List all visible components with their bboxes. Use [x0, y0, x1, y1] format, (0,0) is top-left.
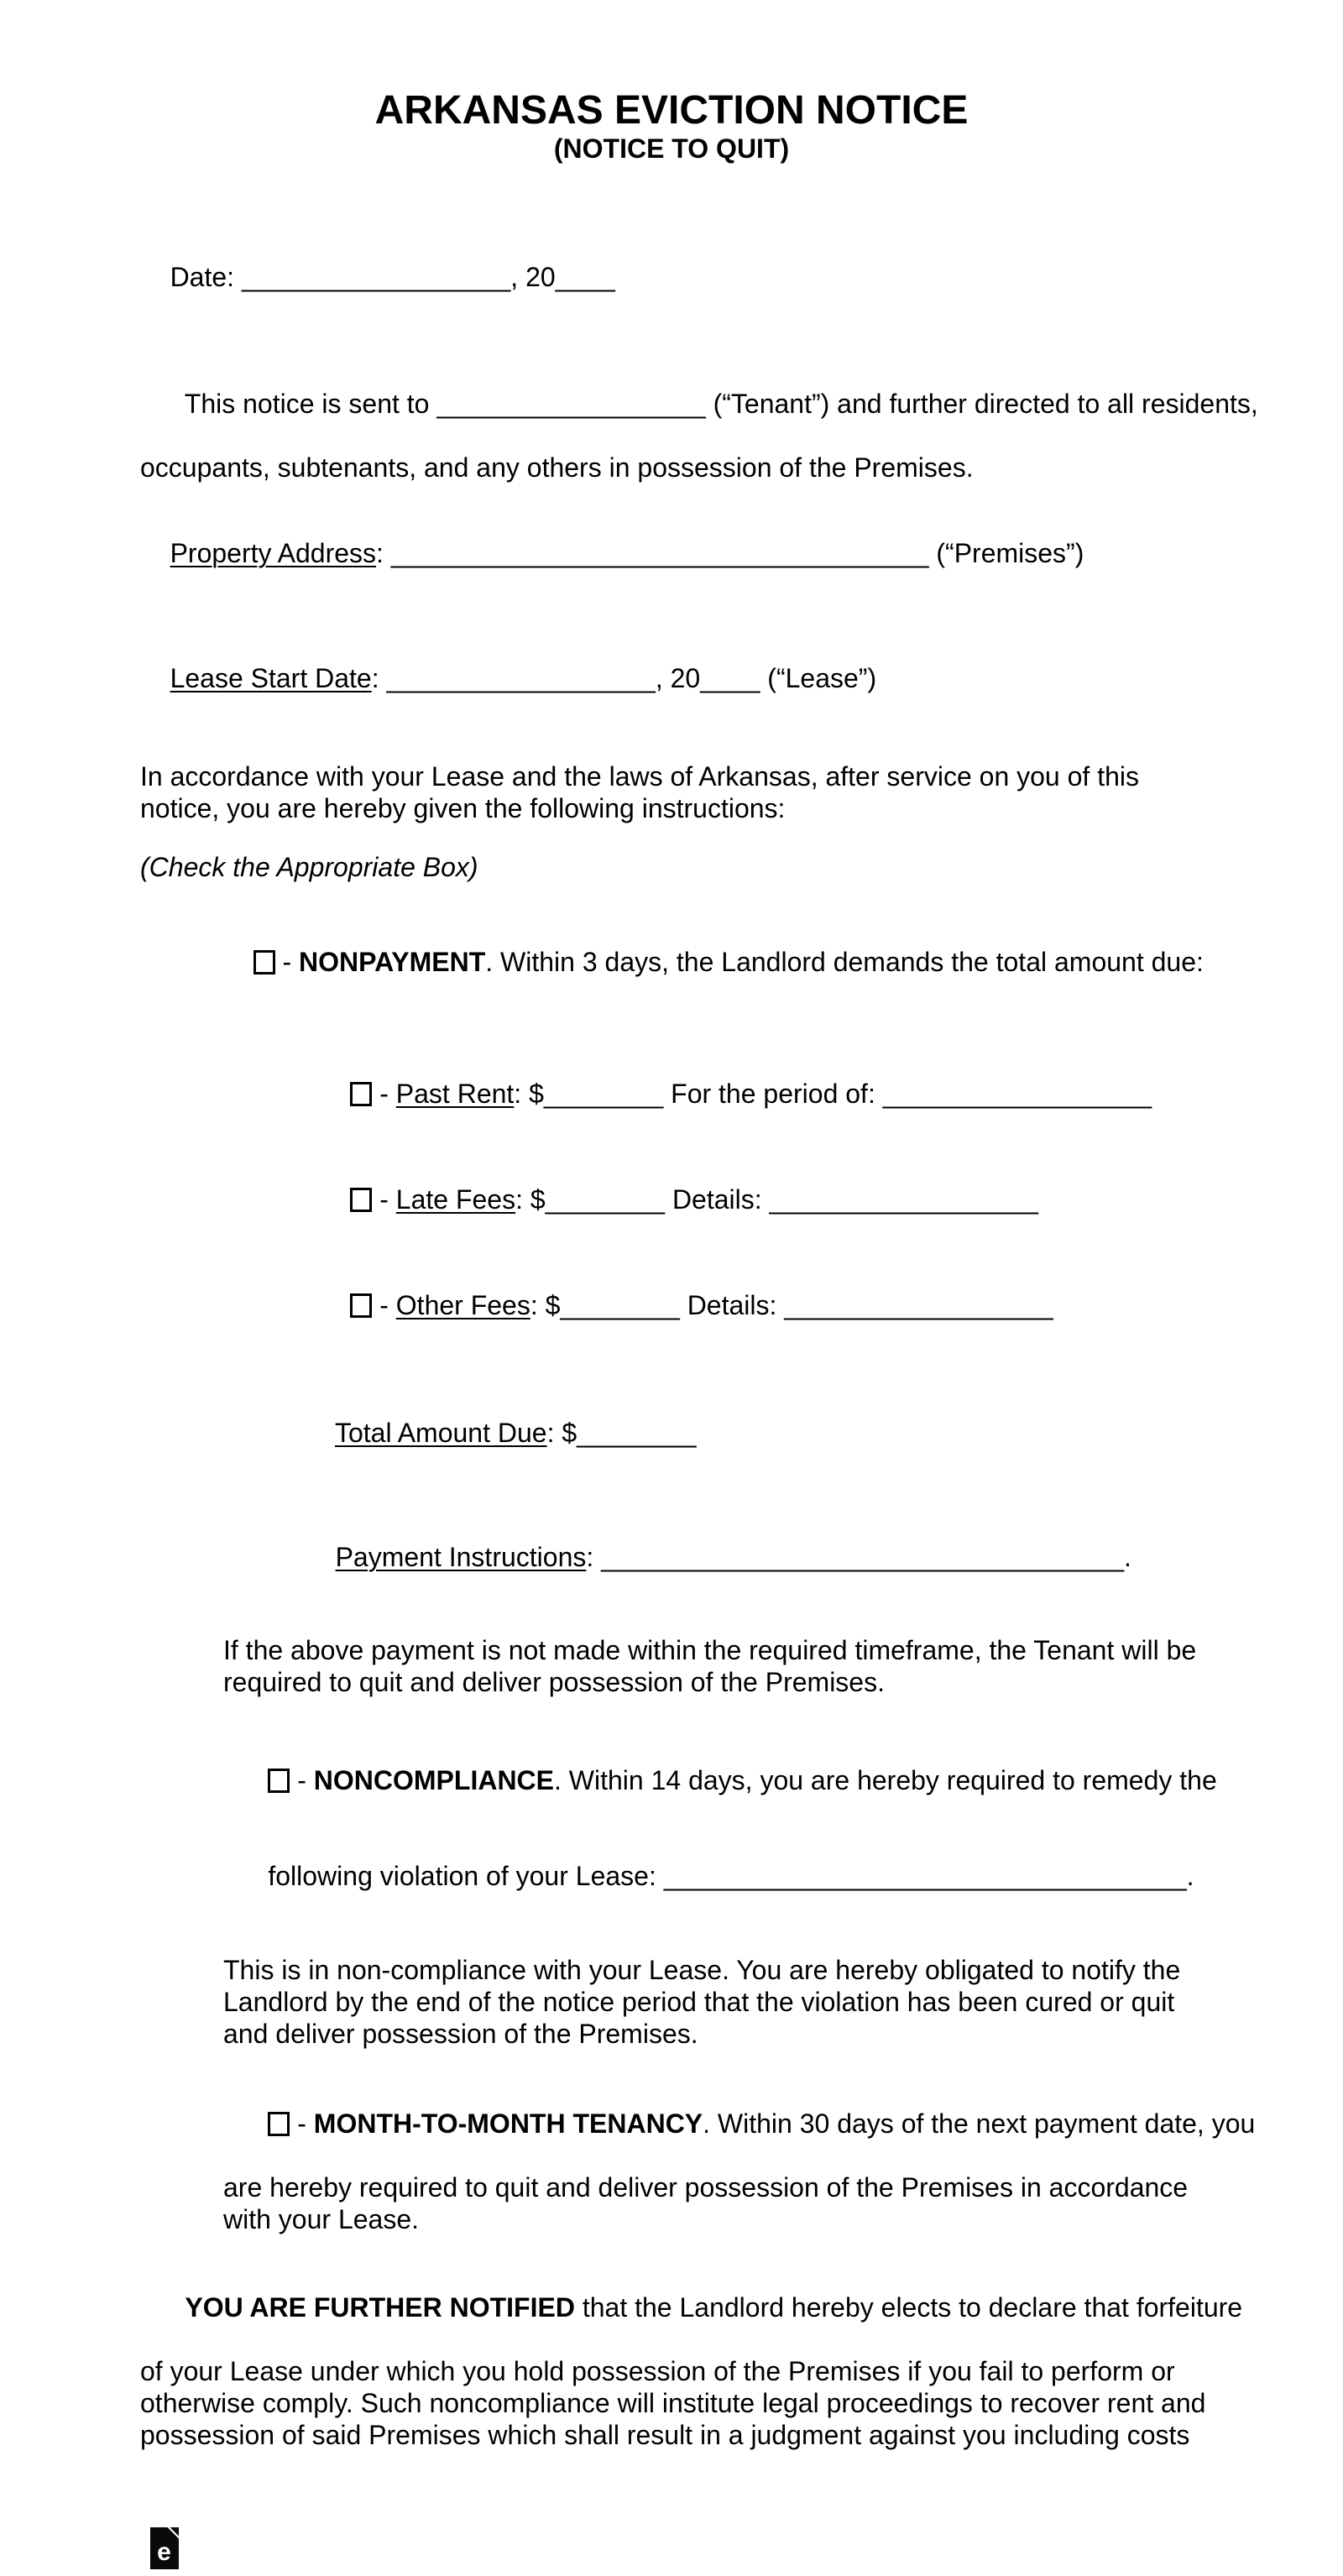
- other-fees-dash: -: [372, 1290, 396, 1320]
- property-address-blank[interactable]: ____________________________________: [390, 538, 929, 568]
- payment-instructions-period: .: [1124, 1542, 1131, 1572]
- month-to-month-line-2: are hereby required to quit and deliver possession of the Premises in accordance: [223, 2172, 1189, 2202]
- total-due-sep: : $: [546, 1418, 577, 1448]
- late-fees-line: [306, 1147, 1343, 1252]
- total-due-line: [306, 1385, 1343, 1481]
- month-to-month-dash: -: [290, 2108, 314, 2139]
- property-address-label: Property Address: [170, 538, 377, 568]
- past-rent-line: [306, 1041, 1343, 1147]
- other-fees-line: [306, 1252, 1343, 1358]
- payment-instructions-label: Payment Instructions: [335, 1542, 587, 1572]
- fee-items-group: [0, 1041, 1343, 1358]
- date-line: [140, 229, 1343, 325]
- month-to-month-checkbox[interactable]: [268, 2112, 290, 2136]
- payment-instructions-sep: :: [586, 1542, 602, 1572]
- date-field-blank[interactable]: __________________: [241, 262, 511, 292]
- past-rent-dash: -: [372, 1079, 396, 1109]
- month-to-month-title: MONTH-TO-MONTH TENANCY: [313, 2108, 703, 2139]
- noncompliance-text: . Within 14 days, you are hereby required to remedy the: [554, 1765, 1217, 1795]
- noncompliance-line-1: [223, 1732, 1343, 1828]
- other-fees-amount-blank[interactable]: ________: [560, 1290, 680, 1320]
- nonpayment-option: [223, 914, 1343, 1010]
- further-notified-line-3: otherwise comply. Such noncompliance will institute legal proceedings to recover rent and: [140, 2388, 1206, 2418]
- noncompliance-para-line-1: This is in non-compliance with your Lease. You are hereby obligated to notify the: [223, 1955, 1181, 1985]
- property-address-line: [140, 505, 1343, 601]
- other-fees-checkbox[interactable]: [350, 1293, 372, 1318]
- intro-post-text: (“Tenant”) and further directed to all residents,: [705, 389, 1258, 419]
- logo-letter: e: [157, 2538, 171, 2566]
- page-fold-icon: [150, 2527, 179, 2569]
- late-fees-mid: Details:: [665, 1184, 770, 1215]
- noncompliance-dash: -: [290, 1765, 314, 1795]
- past-rent-label: Past Rent: [395, 1079, 515, 1109]
- late-fees-sep: : $: [515, 1184, 546, 1215]
- month-to-month-text: . Within 30 days of the next payment date, you: [703, 2108, 1256, 2139]
- payment-instructions-blank[interactable]: ___________________________________: [601, 1542, 1125, 1572]
- page-title: ARKANSAS EVICTION NOTICE: [374, 88, 969, 133]
- month-to-month-option: [0, 2076, 1343, 2235]
- further-notified-bold: YOU ARE FURTHER NOTIFIED: [185, 2292, 575, 2323]
- late-fees-label: Late Fees: [395, 1184, 516, 1215]
- lease-year-blank[interactable]: ____: [700, 663, 760, 693]
- other-fees-label: Other Fees: [395, 1290, 530, 1320]
- date-year-blank[interactable]: ____: [555, 262, 615, 292]
- page-subtitle: (NOTICE TO QUIT): [553, 133, 790, 164]
- lease-start-sep: :: [371, 663, 387, 693]
- noncompliance-violation-period: .: [1186, 1861, 1194, 1891]
- nonpayment-checkbox[interactable]: [253, 950, 275, 974]
- other-fees-details-blank[interactable]: __________________: [784, 1290, 1053, 1320]
- property-address-suffix: (“Premises”): [928, 538, 1084, 568]
- intro-pre-text: This notice is sent to: [184, 389, 437, 419]
- late-fees-dash: -: [372, 1184, 396, 1215]
- date-label: Date:: [170, 262, 242, 292]
- lease-year-prefix: , 20: [655, 663, 701, 693]
- date-year-prefix: , 20: [510, 262, 556, 292]
- other-fees-mid: Details:: [679, 1290, 785, 1320]
- lease-start-label: Lease Start Date: [170, 663, 372, 693]
- eforms-logo: [150, 2527, 179, 2569]
- check-box-instruction: (Check the Appropriate Box): [140, 852, 478, 882]
- noncompliance-option: [0, 1732, 1343, 1924]
- further-notified-paragraph: [0, 2260, 1343, 2451]
- noncompliance-paragraph: [0, 1954, 1343, 2050]
- intro-line-2: occupants, subtenants, and any others in possession of the Premises.: [140, 452, 974, 483]
- late-fees-checkbox[interactable]: [350, 1188, 372, 1212]
- nonpayment-footer-line-2: required to quit and deliver possession of the Premises.: [223, 1667, 885, 1697]
- month-to-month-line-3: with your Lease.: [223, 2204, 420, 2234]
- month-to-month-line-1: [223, 2076, 1343, 2171]
- late-fees-details-blank[interactable]: __________________: [769, 1184, 1038, 1215]
- past-rent-mid: For the period of:: [663, 1079, 883, 1109]
- past-rent-period-blank[interactable]: __________________: [882, 1079, 1152, 1109]
- payment-instructions-line: [306, 1509, 1343, 1605]
- noncompliance-checkbox[interactable]: [268, 1769, 290, 1793]
- nonpayment-footer-paragraph: [0, 1634, 1343, 1698]
- noncompliance-para-line-2: Landlord by the end of the notice period that the violation has been cured or quit: [223, 1987, 1175, 2017]
- noncompliance-violation-blank[interactable]: ___________________________________: [663, 1861, 1187, 1891]
- late-fees-amount-blank[interactable]: ________: [545, 1184, 666, 1215]
- further-notified-rest: that the Landlord hereby elects to declare that forfeiture: [574, 2292, 1243, 2323]
- total-due-blank[interactable]: ________: [577, 1418, 697, 1448]
- tenant-name-blank[interactable]: __________________: [436, 389, 706, 419]
- further-notified-line-1: [140, 2260, 1343, 2355]
- noncompliance-line-2: [223, 1828, 1343, 1924]
- nonpayment-footer-line-1: If the above payment is not made within the required timeframe, the Tenant will be: [223, 1635, 1197, 1665]
- nonpayment-text: . Within 3 days, the Landlord demands the total amount due:: [485, 947, 1204, 977]
- accordance-line-2: notice, you are hereby given the following instructions:: [140, 793, 786, 823]
- intro-paragraph: [0, 356, 1343, 483]
- noncompliance-para-line-3: and deliver possession of the Premises.: [223, 2019, 698, 2049]
- past-rent-checkbox[interactable]: [350, 1082, 372, 1106]
- nonpayment-dash: -: [274, 947, 299, 977]
- further-notified-line-4: possession of said Premises which shall result in a judgment against you including costs: [140, 2420, 1190, 2450]
- total-due-label: Total Amount Due: [334, 1418, 547, 1448]
- lease-start-blank[interactable]: __________________: [386, 663, 656, 693]
- noncompliance-title: NONCOMPLIANCE: [313, 1765, 554, 1795]
- past-rent-amount-blank[interactable]: ________: [543, 1079, 664, 1109]
- further-notified-line-2: of your Lease under which you hold possession of the Premises if you fail to perform or: [140, 2356, 1175, 2386]
- noncompliance-violation-pre: following violation of your Lease:: [268, 1861, 664, 1891]
- lease-start-line: [140, 630, 1343, 726]
- property-address-sep: :: [376, 538, 391, 568]
- lease-start-suffix: (“Lease”): [760, 663, 877, 693]
- past-rent-sep: : $: [514, 1079, 544, 1109]
- intro-line-1: [140, 356, 1343, 452]
- nonpayment-title: NONPAYMENT: [299, 947, 486, 977]
- other-fees-sep: : $: [530, 1290, 561, 1320]
- accordance-line-1: In accordance with your Lease and the laws of Arkansas, after service on you of this: [140, 761, 1139, 792]
- accordance-paragraph: [0, 760, 1343, 824]
